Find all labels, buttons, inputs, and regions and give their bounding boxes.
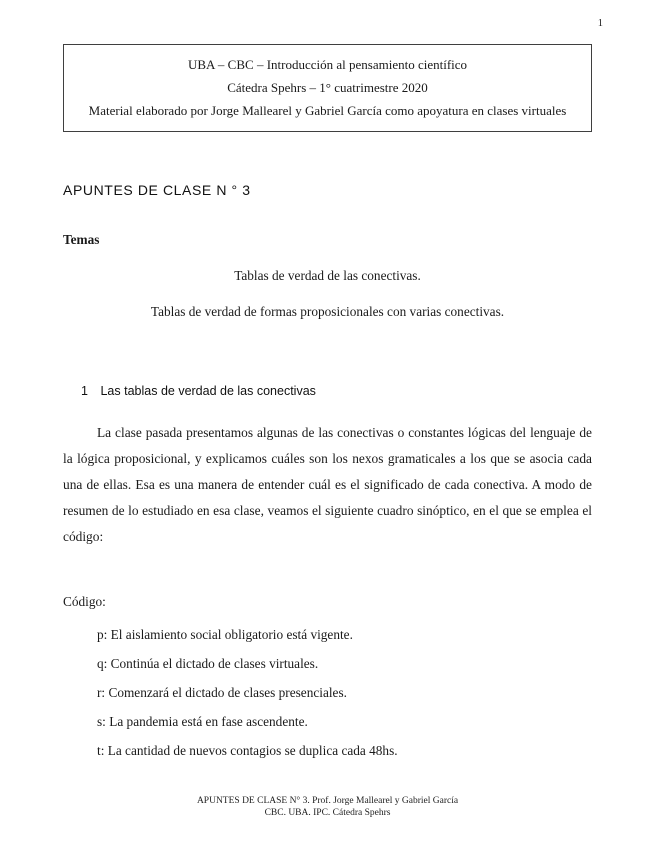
tema-item-1: Tablas de verdad de las conectivas.	[234, 268, 421, 283]
document-title: APUNTES DE CLASE N ° 3	[63, 182, 251, 198]
header-box	[63, 44, 592, 132]
code-item-q: q: Continúa el dictado de clases virtuales.	[97, 656, 319, 671]
code-item-s: s: La pandemia está en fase ascendente.	[97, 714, 308, 729]
intro-paragraph: La clase pasada presentamos algunas de las conectivas o constantes lógicas del lenguaje de la lógica proposicional, y explicamos cuáles son los nexos gramaticales a los que se asocia cada una de ellas. Esa es una manera de entender cuál es el significado de cada conectiva. A modo de resumen de lo estudiado en esa clase, veamos el siguiente cuadro sinóptico, en el que se emplea el código:	[63, 425, 592, 544]
code-item-t: t: La cantidad de nuevos contagios se duplica cada 48hs.	[97, 743, 398, 758]
code-definitions-list	[97, 627, 592, 759]
section-1-heading	[81, 384, 592, 398]
header-line-authors: Material elaborado por Jorge Mallearel y Gabriel García como apoyatura en clases virtuales	[88, 103, 567, 118]
footer-line-1: APUNTES DE CLASE N° 3. Prof. Jorge Mallearel y Gabriel García	[196, 796, 459, 806]
codigo-label: Código:	[63, 594, 106, 609]
header-line-catedra: Cátedra Spehrs – 1° cuatrimestre 2020	[227, 80, 428, 95]
header-line-institution: UBA – CBC – Introducción al pensamiento científico	[187, 57, 468, 72]
temas-heading: Temas	[63, 232, 100, 247]
page-footer	[0, 796, 655, 819]
section-1-number: 1	[81, 384, 88, 398]
code-item-r: r: Comenzará el dictado de clases presenciales.	[97, 685, 347, 700]
tema-item-2: Tablas de verdad de formas proposicionales con varias conectivas.	[150, 304, 505, 319]
footer-line-2: CBC. UBA. IPC. Cátedra Spehrs	[264, 807, 391, 818]
section-1-title: Las tablas de verdad de las conectivas	[100, 384, 316, 398]
code-item-p: p: El aislamiento social obligatorio está vigente.	[97, 627, 353, 642]
page-number: 1	[597, 18, 603, 29]
